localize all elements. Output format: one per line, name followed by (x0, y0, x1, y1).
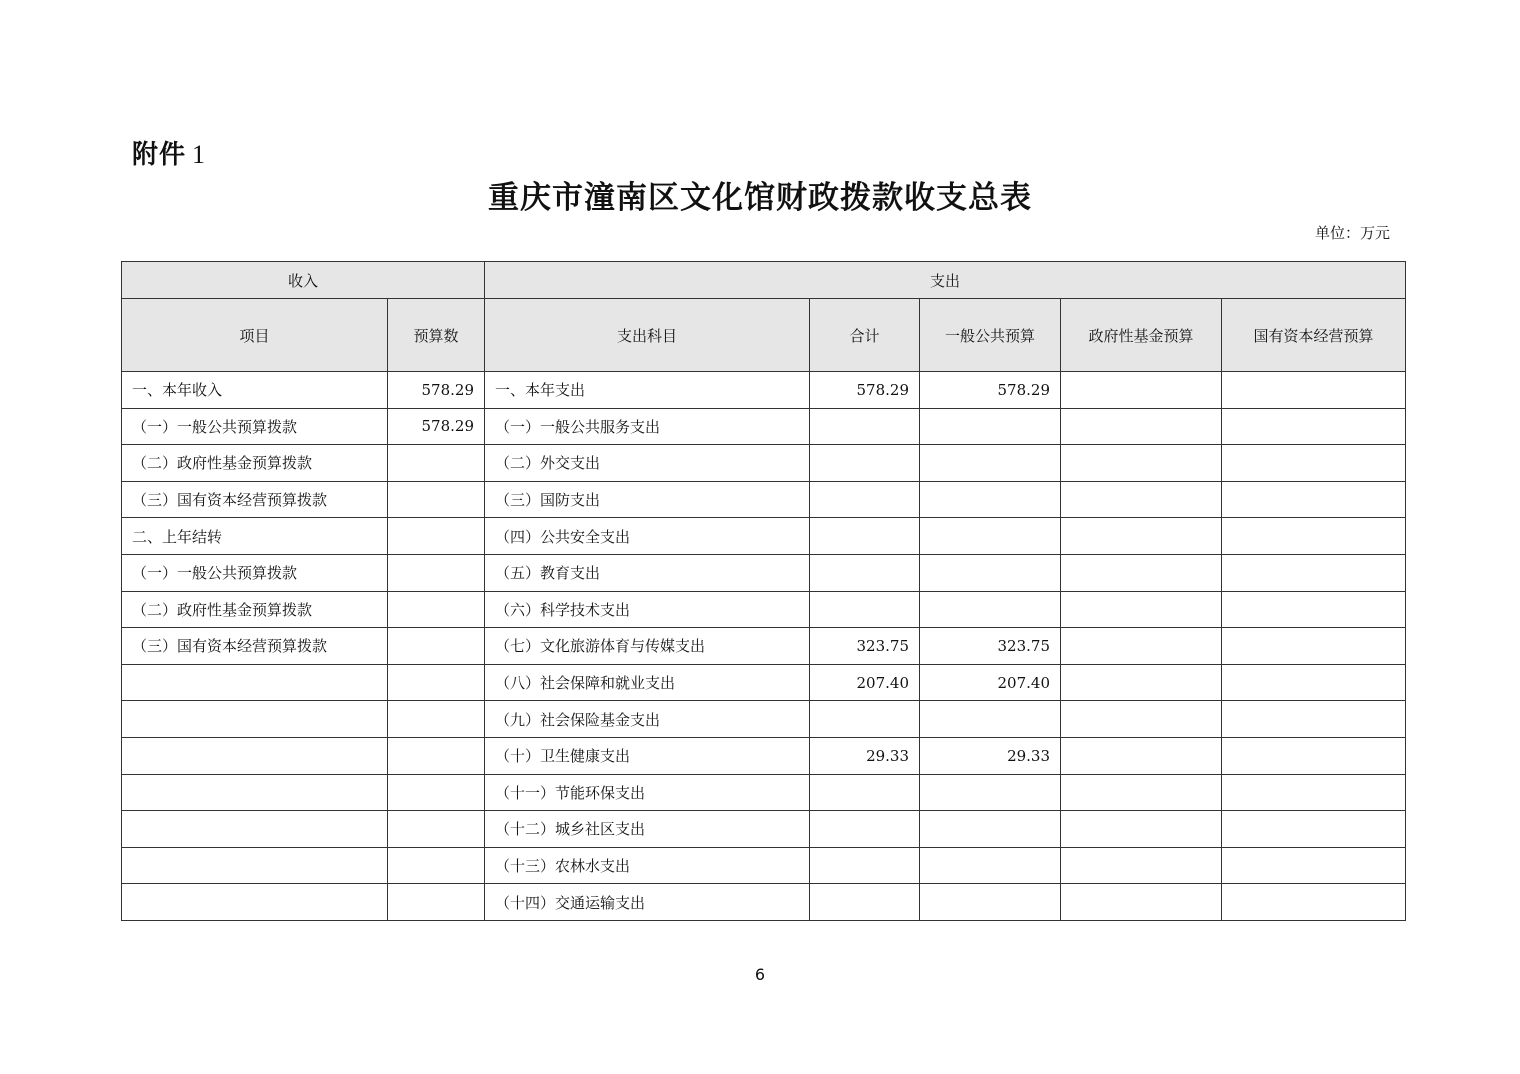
state-cell (1222, 774, 1406, 811)
budget-cell (388, 884, 485, 921)
table-row (122, 811, 1406, 848)
total-cell (810, 554, 920, 591)
item-cell: 一、本年收入 (122, 372, 388, 409)
budget-cell (388, 737, 485, 774)
total-cell (810, 774, 920, 811)
col-general: 一般公共预算 (920, 299, 1061, 372)
budget-cell (388, 554, 485, 591)
budget-cell (388, 664, 485, 701)
item-cell: （一）一般公共预算拨款 (122, 408, 388, 445)
budget-cell (388, 518, 485, 555)
general-cell (920, 591, 1061, 628)
unit-label: 单位：万元 (1314, 224, 1390, 242)
col-fund: 政府性基金预算 (1061, 299, 1222, 372)
subject-cell: （十二）城乡社区支出 (485, 811, 810, 848)
total-cell (810, 847, 920, 884)
general-cell: 578.29 (920, 372, 1061, 409)
item-cell (122, 664, 388, 701)
item-cell: （三）国有资本经营预算拨款 (122, 481, 388, 518)
budget-cell (388, 445, 485, 482)
table-row (122, 372, 1406, 409)
subject-cell: （十）卫生健康支出 (485, 737, 810, 774)
subject-cell: （四）公共安全支出 (485, 518, 810, 555)
col-item: 项目 (122, 299, 388, 372)
subject-cell: （十四）交通运输支出 (485, 884, 810, 921)
total-cell: 207.40 (810, 664, 920, 701)
general-cell (920, 884, 1061, 921)
total-cell (810, 884, 920, 921)
col-total: 合计 (810, 299, 920, 372)
fund-cell (1061, 847, 1222, 884)
budget-cell (388, 847, 485, 884)
total-cell: 578.29 (810, 372, 920, 409)
table-row (122, 481, 1406, 518)
item-cell (122, 737, 388, 774)
budget-table (121, 261, 1406, 921)
fund-cell (1061, 408, 1222, 445)
total-cell (810, 408, 920, 445)
fund-cell (1061, 628, 1222, 665)
header-row-columns (122, 299, 1406, 372)
item-cell: （三）国有资本经营预算拨款 (122, 628, 388, 665)
total-cell (810, 481, 920, 518)
state-cell (1222, 664, 1406, 701)
table-row (122, 847, 1406, 884)
state-cell (1222, 591, 1406, 628)
general-cell (920, 554, 1061, 591)
state-cell (1222, 811, 1406, 848)
general-cell (920, 701, 1061, 738)
page-title: 重庆市潼南区文化馆财政拨款收支总表 (488, 180, 1032, 216)
subject-cell: （七）文化旅游体育与传媒支出 (485, 628, 810, 665)
total-cell (810, 591, 920, 628)
table-row (122, 774, 1406, 811)
subject-cell: （三）国防支出 (485, 481, 810, 518)
table-row (122, 554, 1406, 591)
fund-cell (1061, 664, 1222, 701)
budget-cell (388, 774, 485, 811)
total-cell: 323.75 (810, 628, 920, 665)
item-cell (122, 701, 388, 738)
budget-cell (388, 811, 485, 848)
total-cell (810, 518, 920, 555)
state-cell (1222, 372, 1406, 409)
state-cell (1222, 481, 1406, 518)
item-cell: （一）一般公共预算拨款 (122, 554, 388, 591)
item-cell: （二）政府性基金预算拨款 (122, 445, 388, 482)
budget-cell (388, 628, 485, 665)
budget-cell: 578.29 (388, 408, 485, 445)
state-cell (1222, 847, 1406, 884)
state-cell (1222, 554, 1406, 591)
fund-cell (1061, 884, 1222, 921)
item-cell (122, 847, 388, 884)
state-cell (1222, 628, 1406, 665)
subject-cell: （五）教育支出 (485, 554, 810, 591)
subject-cell: （十三）农林水支出 (485, 847, 810, 884)
item-cell: （二）政府性基金预算拨款 (122, 591, 388, 628)
col-subject: 支出科目 (485, 299, 810, 372)
attachment-text: 附件 (132, 140, 187, 170)
budget-cell: 578.29 (388, 372, 485, 409)
item-cell: 二、上年结转 (122, 518, 388, 555)
item-cell (122, 884, 388, 921)
total-cell (810, 701, 920, 738)
table-row (122, 737, 1406, 774)
income-header: 收入 (122, 262, 485, 299)
subject-cell: （一）一般公共服务支出 (485, 408, 810, 445)
fund-cell (1061, 737, 1222, 774)
attachment-label (132, 134, 206, 171)
col-state: 国有资本经营预算 (1222, 299, 1406, 372)
general-cell (920, 408, 1061, 445)
fund-cell (1061, 445, 1222, 482)
general-cell (920, 481, 1061, 518)
fund-cell (1061, 774, 1222, 811)
fund-cell (1061, 591, 1222, 628)
subject-cell: （二）外交支出 (485, 445, 810, 482)
state-cell (1222, 445, 1406, 482)
general-cell: 207.40 (920, 664, 1061, 701)
general-cell: 323.75 (920, 628, 1061, 665)
budget-cell (388, 591, 485, 628)
item-cell (122, 774, 388, 811)
table-row (122, 701, 1406, 738)
general-cell (920, 518, 1061, 555)
state-cell (1222, 737, 1406, 774)
fund-cell (1061, 518, 1222, 555)
budget-cell (388, 481, 485, 518)
subject-cell: （九）社会保险基金支出 (485, 701, 810, 738)
general-cell (920, 774, 1061, 811)
fund-cell (1061, 372, 1222, 409)
table-row (122, 408, 1406, 445)
general-cell (920, 811, 1061, 848)
general-cell: 29.33 (920, 737, 1061, 774)
fund-cell (1061, 701, 1222, 738)
subject-cell: （六）科学技术支出 (485, 591, 810, 628)
general-cell (920, 847, 1061, 884)
general-cell (920, 445, 1061, 482)
table-row (122, 445, 1406, 482)
fund-cell (1061, 811, 1222, 848)
subject-cell: 一、本年支出 (485, 372, 810, 409)
state-cell (1222, 408, 1406, 445)
fund-cell (1061, 554, 1222, 591)
subject-cell: （十一）节能环保支出 (485, 774, 810, 811)
header-row-groups (122, 262, 1406, 299)
table-row (122, 884, 1406, 921)
subject-cell: （八）社会保障和就业支出 (485, 664, 810, 701)
state-cell (1222, 518, 1406, 555)
table-row (122, 518, 1406, 555)
state-cell (1222, 884, 1406, 921)
col-budget: 预算数 (388, 299, 485, 372)
attachment-number: 1 (192, 140, 207, 169)
total-cell (810, 445, 920, 482)
total-cell (810, 811, 920, 848)
table-row (122, 591, 1406, 628)
budget-cell (388, 701, 485, 738)
table-row (122, 664, 1406, 701)
fund-cell (1061, 481, 1222, 518)
total-cell: 29.33 (810, 737, 920, 774)
item-cell (122, 811, 388, 848)
page-number: 6 (754, 965, 766, 984)
state-cell (1222, 701, 1406, 738)
table-row (122, 628, 1406, 665)
expense-header: 支出 (485, 262, 1406, 299)
